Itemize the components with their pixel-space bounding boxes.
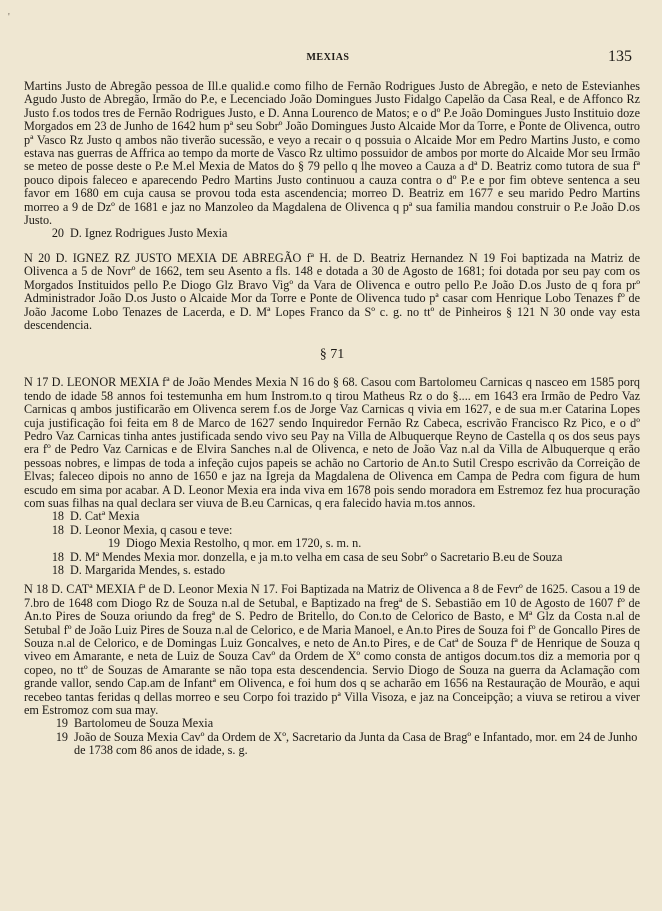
page-body — [24, 80, 640, 758]
generation-number: 19 — [55, 716, 68, 731]
running-header — [24, 48, 632, 68]
generation-number: 18 — [51, 549, 64, 564]
child-name: D. Leonor Mexia, q casou e teve: — [70, 522, 233, 537]
child-name: D. Mª Mendes Mexia mor. donzella, e ja m.to velha em casa de seu Sobrº o Sacretario B.eu de Souza — [70, 549, 563, 564]
entry-number: N 20 — [24, 250, 51, 265]
child-line — [24, 551, 640, 564]
corner-mark: ' — [8, 12, 10, 23]
entry-text: D. CATª MEXIA fª de D. Leonor Mexia N 17. Foi Baptizada na Matriz de Olivenca a 8 de Fevrº de 1625. Casou a 19 de 7.bro de 1648 com Diogo Rz de Souza n.al de Setubal, e Baptizado na fregª de S. Sebastião em 10 de Agosto de 1607 fº de An.to Pires de Souza oriundo da fregª de S. Pedro de Britello, do Con.to de Celorico de Basto, e Mª Glz da Costa n.al de Setubal fº de João Luiz Pires de Souza n.al de Celorico, e de Maria Manoel, e An.to Pires de Souza foi fº de Goncallo Pires de Souza n.al de Celorico, e de Domingas Luiz Goncalves, e neto de An.to Pires, e de Catª de Souza fª de Henrique de Souza q viveo em Amarante, e neta de Luiz de Souza Cavº da Ordem de Xº como consta de antigos docum.tos diz a memoria por q copeo, no ttº de Souzas de Amarante se não topa esta descendencia. Servio Diogo de Souza na guerra da Aclamação com grande vallor, sendo Cap.am de Infantª em Olivenca, e foi hum dos q se acharão em 1656 na Restauração de Mourão, e aqui recebeo tantas feridas q dellas morreo e seu Corpo foi trazido pª Villa Visoza, e jaz na Conceipção; a viuva se retirou a viver em Estromoz com sua may. — [24, 582, 640, 718]
entry-text: D. LEONOR MEXIA fª de João Mendes Mexia N 16 do § 68. Casou com Bartolomeu Carnicas q nasceo em 1585 porq tendo de idade 58 annos foi testemunha em hum Instrom.to q tirou Matheus Rz o do §.... em 1643 era Irmão de Pedro Vaz Carnicas q ambos justificarão em Olivenca serem f.os de Jorge Vaz Carnicas q vivia em 1627, e de sua m.er Catarina Lopes cuja justificação foi feita em 8 de Marco de 1627 sendo Inquiredor Fernão Rz Cabeca, escrivão Francisco Rz Pico, e o dº Pedro Vaz Carnicas tinha antes justificada sendo vivo seu Pay na Villa de Albuquerque Reyno de Castella q os dos seus pays era fº de Pedro Vaz Carnicas e de Elvira Sanches n.al de Olivenca, e neto de João Vaz n.al da Villa de Albuquerque q erão pessoas nobres, e limpas de toda a infeção cujos papeis se achão no Cartorio de An.to Sutil Crespo escrivão da Correição de Elvas; faleceo dipois no anno de 1650 e jaz na Igreja da Magdalena de Olivenca em Campa de Pedra com figura de hum escudo em sima por acabar. A D. Leonor Mexia era inda viva em 1678 pois sendo moradora em Estremoz fez hua procuração com suas filhas na qual declara ser viuva de B.eu Carnicas, q era falecido havia m.tos annos. — [24, 375, 641, 510]
child-name: Diogo Mexia Restolho, q mor. em 1720, s. m. n. — [126, 536, 362, 551]
child-name: D. Ignez Rodrigues Justo Mexia — [70, 226, 228, 241]
entry-n17 — [24, 376, 640, 510]
page-number: 135 — [608, 48, 632, 65]
generation-number: 19 — [107, 536, 120, 551]
child-line — [24, 564, 640, 577]
generation-number: 19 — [55, 729, 68, 744]
child-line — [24, 227, 640, 240]
continued-paragraph: Martins Justo de Abregão pessoa de Ill.e qualid.e como filho de Fernão Rodrigues Justo de Abregão, e neto de Estevianhes Agudo Justo de Abregão, Irmão do P.e, e Lecenciado João Domingues Justo Fidalgo Capelão da Casa Real, e de Affonco Rz Justo f.os todos tres de Fernão Rodrigues Justo, e D. Anna Lourenco de Matos; e o dº P.e João Domingues Justo Instituio doze Morgados em 23 de Junho de 1642 hum pª seu Sobrº João Domingues Justo Alcaide Mor da Torre, e Ponte de Olivenca, outro pª Vasco Rz Justo q ambos não tiverão sucessão, e veyo a recair o q possuia o Alcaide Mor em Pedro Martins Justo, e como estava nas guerras de Affrica ao tempo da morte de Vasco Rz ultimo possuidor de ambos por morte do Alcaide Mor seu Irmão se meteo de posse deste o P.e M.el Mexia de Matos do § 79 pello q lhe moveo a Cauza a dª D. Beatriz como tutora de sua fª pouco dipois faleceo e aparecendo Pedro Martins Justo continuou a cauza contra o dº P.e e por fim obteve sentenca a seu favor em 1680 em cuja causa se provou toda esta ascendencia; morreo D. Beatriz em 1677 e seu marido Pedro Martins morreo a 9 de Dzº de 1681 e jaz no Manzoleo da Magdalena de Olivenca q pª sua familia mandou construir o P.e João D.os Justo. — [24, 79, 640, 228]
generation-number: 18 — [51, 509, 64, 524]
generation-number: 18 — [51, 563, 64, 577]
child-line — [24, 717, 640, 730]
child-name: D. Margarida Mendes, s. estado — [70, 563, 226, 577]
child-name: João de Souza Mexia Cavº da Ordem de Xº, Sacretario da Junta da Casa de Bragº e Infantado, mor. em 24 de Junho de 1738 com 86 anos de idade, s. g. — [74, 729, 638, 758]
child-name: D. Catª Mexia — [70, 509, 140, 524]
section-title: § 71 — [319, 347, 345, 363]
running-title: MEXIAS — [306, 52, 350, 63]
entry-n20 — [24, 252, 640, 332]
child-line — [24, 731, 640, 758]
grandchild-line — [24, 537, 640, 550]
child-line — [24, 524, 640, 537]
generation-number: 18 — [51, 522, 64, 537]
generation-number: 20 — [51, 226, 64, 241]
entry-number: N 17 — [24, 375, 49, 390]
child-line — [24, 510, 640, 523]
child-name: Bartolomeu de Souza Mexia — [74, 716, 214, 731]
entry-number: N 18 — [24, 582, 49, 597]
entry-text: D. IGNEZ RZ JUSTO MEXIA DE ABREGÃO fª H. de D. Beatriz Hernandez N 19 Foi baptizada na Matriz de Olivenca a 5 de Novrº de 1662, tem seu Asento a fls. 148 e dotada a 30 de Agosto de 1681; foi dotada por seu pay com os Morgados Instituidos pello P.e Diogo Glz Bravo Vigº da Vara de Olivenca e outro pello P.e João D.os Justo de q fora prº Administrador João D.os Justo o Alcaide Mor da Torre e Ponte de Olivenca tudo pª casar com Henrique Lobo Tenazes fº de João Jacome Lobo Tenazes de Lacerda, e D. Mª Lopes Franco da Sº c. g. no ttº de Pinheiros § 121 N 30 onde vay esta descendencia. — [24, 250, 640, 332]
entry-n18 — [24, 583, 640, 717]
